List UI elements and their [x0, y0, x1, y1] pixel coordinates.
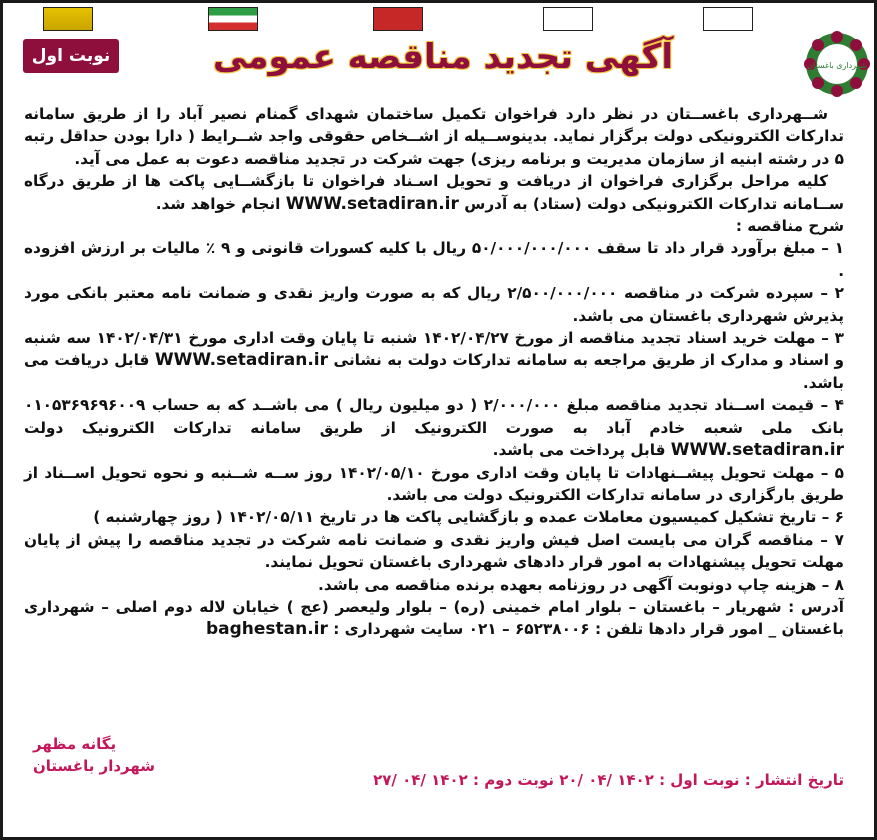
flag-icon-right	[703, 7, 753, 31]
paragraph-item7: ۷ – مناقصه گران می بایست اصل فیش واریز نقدی و ضمانت نامه شرکت در تجدید مناقصه را پیش از پایان مهلت تحویل پیشنهادات به امور قرار دادهای شهرداری باغستان تحویل نمایند.	[24, 530, 844, 572]
signer-name: یگانه مظهر	[33, 735, 117, 753]
paragraph-intro1: شــهرداری باغســتان در نظر دارد فراخوان تکمیل ساختمان شهدای گمنام نصیر آباد را از طریق سامانه تدارکات الکترونیکی دولت برگزار نماید. بدینوســیله از اشــخاص حقوقی واجد شــرایط ( دارا بودن حداقل رتبه ۵ در رشته ابنیه از سازمان مدیریت و برنامه ریزی) جهت شرکت در تجدید مناقصه دعوت به عمل می آید.	[24, 105, 844, 168]
paragraph-item4: ۴ – قیمت اســناد تجدید مناقصه مبلغ ۲/۰۰۰/۰۰۰ ( دو میلیون ریال ) می باشــد که به حساب ۰۱۰۵۳۶۹۶۹۶۰۰۹ بانک ملی شعبه خادم آباد به صورت الکترونیک از طریق سامانه تدارکات الکترونیک دولت WWW.setadiran.ir قابل پرداخت می باشد.	[24, 396, 844, 461]
paragraph-desc: شرح مناقصه :	[735, 217, 844, 236]
baghestan-link[interactable]: baghestan.ir	[205, 619, 328, 640]
paragraph-item5: ۵ – مهلت تحویل پیشــنهادات تا پایان وقت اداری مورخ ۱۴۰۲/۰۵/۱۰ روز ســه شــنبه و نحوه تحویل اســناد از طریق بارگزاری در سامانه تدارکات الکترونیک دولت می باشد.	[24, 463, 844, 504]
paragraph-item1: ۱ – مبلغ برآورد قرار داد تا سقف ۵۰/۰۰۰/۰۰۰/۰۰۰ ریال با کلیه کسورات قانونی و ۹ ٪ مالیات بر ارزش افزوده .	[24, 239, 844, 280]
paragraph-address: آدرس : شهریار – باغستان – بلوار امام خمینی (ره) – بلوار ولیعصر (عج ) خیابان لاله دوم اصلی – شهرداری باغستان _ امور قرار دادها تلفن : ۶۵۲۳۸۰۰۶ – ۰۲۱ سایت شهرداری : baghestan.ir	[24, 597, 844, 640]
setad-link[interactable]: WWW.setadiran.ir	[154, 350, 329, 371]
flag-strip	[3, 7, 877, 33]
logo-text: شهرداری باغستان	[807, 61, 867, 70]
announcement-body	[24, 103, 844, 641]
signer-role: شهردار باغستان	[33, 757, 156, 775]
signature-block	[33, 733, 155, 777]
flag-icon-red	[373, 7, 423, 31]
paragraph-item2: ۲ – سپرده شرکت در مناقصه ۲/۵۰۰/۰۰۰/۰۰۰ ریال که به صورت واریز نقدی و ضمانت نامه معتبر بانکی مورد پذیرش شهرداری باغستان می باشد.	[24, 284, 844, 325]
paragraph-intro2: کلیه مراحل برگزاری فراخوان از دریافت و تحویل اسـناد فراخوان تا بازگشــایی پاکت ها از طریق درگاه ســامانه تدارکات الکترونیکی دولت (ستاد) به آدرس WWW.setadiran.ir انجام خواهد شد.	[24, 172, 844, 214]
paragraph-item3: ۳ – مهلت خرید اسناد تجدید مناقصه از مورخ ۱۴۰۲/۰۴/۲۷ شنبه تا پایان وقت اداری مورخ ۱۴۰۲/۰۴/۳۱ سه شنبه و اسناد و مدارک از طریق مراجعه به سامانه تدارکات دولت به نشانی WWW.setadiran.ir قابل دریافت می باشد.	[24, 329, 845, 392]
flag-icon-left	[43, 7, 93, 31]
page-title: آگهی تجدید مناقصه عمومی	[213, 37, 673, 77]
issue-badge: نوبت اول	[23, 39, 119, 73]
publication-dates: تاریخ انتشار : نوبت اول : ۱۴۰۲ /۰۴ /۲۰ نوبت دوم : ۱۴۰۲ /۰۴ /۲۷	[373, 771, 844, 789]
paragraph-item6: ۶ – تاریخ تشکیل کمیسیون معاملات عمده و بازگشایی پاکت ها در تاریخ ۱۴۰۲/۰۵/۱۱ ( روز چهارشنبه )	[93, 508, 844, 527]
flag-icon-white	[543, 7, 593, 31]
setad-link[interactable]: WWW.setadiran.ir	[285, 193, 459, 214]
municipality-logo-icon	[804, 31, 870, 97]
header	[3, 31, 877, 101]
flag-icon-green	[208, 7, 258, 31]
paragraph-item8: ۸ – هزینه چاپ دونوبت آگهی در روزنامه بعهده برنده مناقصه می باشد.	[318, 575, 844, 594]
setad-link[interactable]: WWW.setadiran.ir	[670, 440, 844, 461]
